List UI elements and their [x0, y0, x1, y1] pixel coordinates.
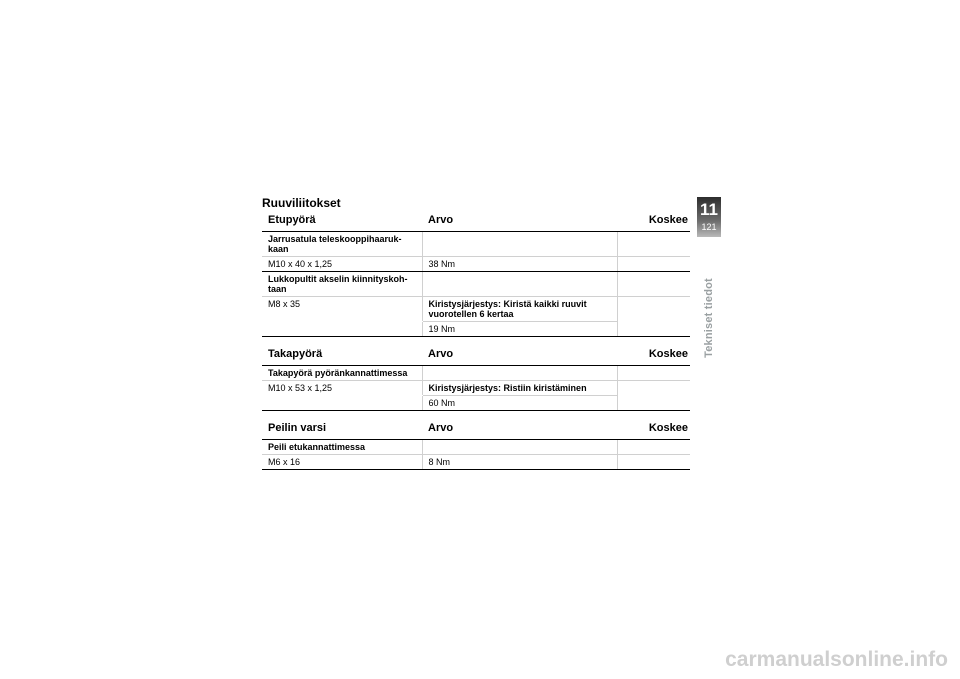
table-row [262, 366, 690, 381]
table-row [262, 297, 690, 322]
empty-cell [617, 297, 690, 322]
group-title: Peili etukannattimessa [262, 440, 422, 455]
empty-cell [262, 396, 422, 411]
table-row [262, 272, 690, 297]
empty-cell [617, 455, 690, 470]
column-header: Takapyörä [262, 343, 422, 366]
column-header: Koskee [617, 209, 690, 232]
rear-wheel-table [262, 343, 690, 411]
torque-value: 19 Nm [422, 322, 617, 337]
table-row [262, 440, 690, 455]
chapter-side-label: Tekniset tiedot [703, 278, 715, 358]
bolt-size: M6 x 16 [262, 455, 422, 470]
column-header: Arvo [422, 343, 617, 366]
empty-cell [422, 232, 617, 257]
table-row [262, 381, 690, 396]
table-row [262, 232, 690, 257]
empty-cell [617, 381, 690, 396]
watermark: carmanualsonline.info [725, 648, 948, 671]
column-header: Etupyörä [262, 209, 422, 232]
column-header: Peilin varsi [262, 417, 422, 440]
torque-value: 38 Nm [422, 257, 617, 272]
column-header: Koskee [617, 343, 690, 366]
tightening-sequence: Kiristysjärjestys: Kiristä kaikki ruuvit vuorotellen 6 kertaa [422, 297, 617, 322]
chapter-tab [697, 197, 721, 237]
bolt-size: M10 x 53 x 1,25 [268, 383, 333, 393]
column-header: Arvo [422, 209, 617, 232]
empty-cell [617, 366, 690, 381]
page-number: 121 [701, 222, 717, 232]
bolt-size: M8 x 35 [268, 299, 301, 309]
table-row [262, 322, 690, 337]
empty-cell [617, 322, 690, 337]
empty-cell [262, 322, 422, 337]
group-title: Lukkopultit akselin kiinnityskoh-taan [262, 272, 422, 297]
front-wheel-table [262, 209, 690, 337]
empty-cell [422, 272, 617, 297]
table-header [262, 417, 690, 440]
group-title: Takapyörä pyöränkannattimessa [262, 366, 422, 381]
empty-cell [422, 440, 617, 455]
table-row [262, 455, 690, 470]
group-title: Jarrusatula teleskooppihaaruk-kaan [262, 232, 422, 257]
empty-cell [617, 440, 690, 455]
column-header: Arvo [422, 417, 617, 440]
table-header [262, 209, 690, 232]
column-header: Koskee [617, 417, 690, 440]
empty-cell [617, 257, 690, 272]
table-header [262, 343, 690, 366]
bolt-size: M10 x 40 x 1,25 [262, 257, 422, 272]
chapter-number: 11 [700, 200, 718, 219]
torque-value: 8 Nm [422, 455, 617, 470]
empty-cell [617, 232, 690, 257]
empty-cell [617, 396, 690, 411]
section-title: Ruuviliitokset [262, 196, 341, 210]
table-row [262, 257, 690, 272]
torque-tables [262, 209, 690, 470]
tightening-sequence: Kiristysjärjestys: Ristiin kiristäminen [422, 381, 617, 396]
mirror-arm-table [262, 417, 690, 470]
table-row [262, 396, 690, 411]
empty-cell [422, 366, 617, 381]
empty-cell [617, 272, 690, 297]
torque-value: 60 Nm [422, 396, 617, 411]
